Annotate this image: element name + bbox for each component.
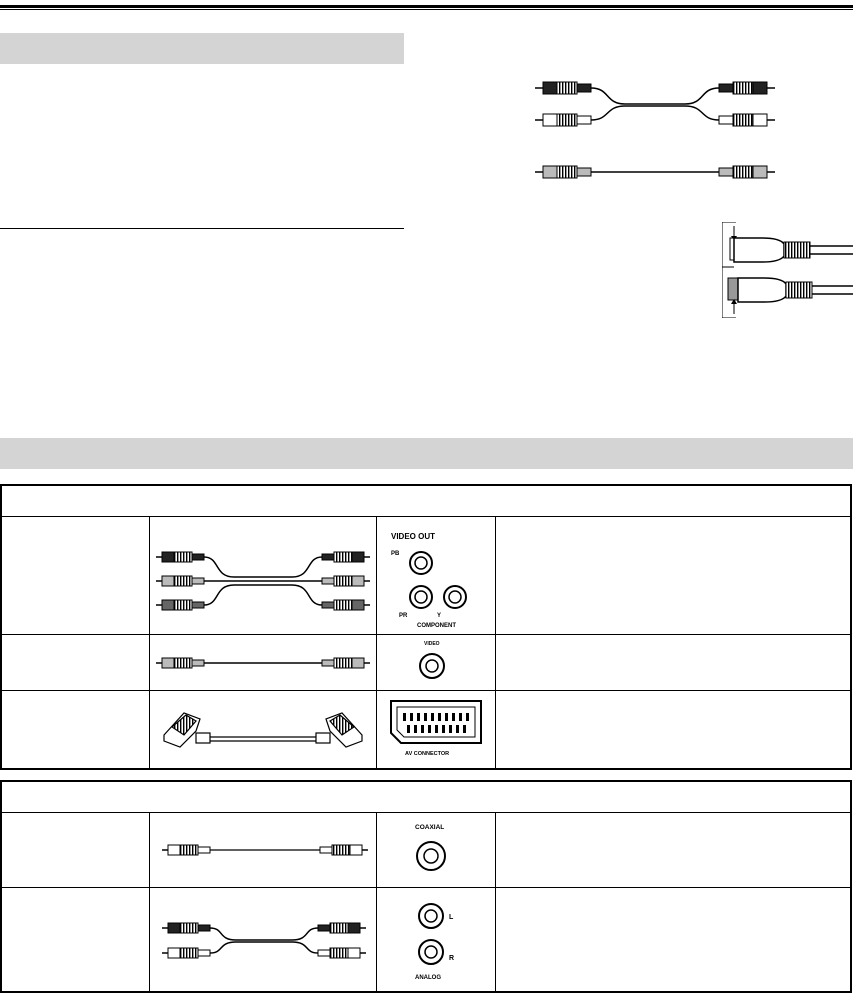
audio-connections-table [0, 780, 852, 993]
rca-plug-left-bottom [535, 114, 591, 126]
cable-name-cell [1, 812, 150, 887]
description-cell [496, 634, 852, 690]
jack-illustration-cell [377, 634, 496, 690]
table-row [1, 812, 851, 887]
jack-illustration-cell [377, 812, 496, 887]
component-video-out-jack-icon [377, 517, 495, 634]
jack-label-component: COMPONENT [417, 622, 456, 629]
rca-plug-right-bottom [719, 114, 775, 126]
scart-cable-icon [150, 691, 376, 768]
video-table-header [1, 485, 851, 516]
audio-table-header [1, 781, 851, 812]
jack-illustration-cell [377, 516, 496, 634]
cable-name-cell [1, 516, 150, 634]
description-cell [496, 887, 852, 992]
jack-label-pr: PR [399, 612, 408, 619]
rca-plug-left-top [535, 82, 591, 94]
cable-name-cell [1, 690, 150, 769]
cable-illustration-cell [150, 690, 377, 769]
description-cell [496, 516, 852, 634]
cable-illustration-cell [150, 634, 377, 690]
description-cell [496, 690, 852, 769]
video-jack-icon [377, 635, 495, 690]
section-heading-band-2 [0, 438, 853, 469]
description-cell [496, 812, 852, 887]
analog-audio-jack-icon [377, 888, 495, 991]
header-rule-thick [0, 5, 853, 8]
table-row [1, 634, 851, 690]
subsection-rule [0, 228, 404, 229]
rca-plug-right-top [719, 82, 775, 94]
jack-label-r: R [449, 954, 455, 962]
video-connections-table [0, 484, 852, 770]
single-rca-cable [535, 166, 775, 178]
coaxial-jack-icon [377, 813, 495, 887]
table-row [1, 516, 851, 634]
jack-label-y: Y [437, 612, 442, 619]
table-row [1, 690, 851, 769]
cable-illustration-cell [150, 887, 377, 992]
jack-label-av-connector: AV CONNECTOR [405, 750, 450, 757]
composite-video-cable-icon [150, 635, 376, 690]
coaxial-cable-icon [150, 813, 376, 887]
cable-name-cell [1, 634, 150, 690]
jack-label-video: VIDEO [424, 640, 440, 647]
jack-label-l: L [449, 913, 454, 921]
header-rule-thin [0, 9, 853, 10]
av-connector-jack-icon [377, 691, 495, 768]
jack-illustration-cell [377, 690, 496, 769]
jack-label-analog: ANALOG [415, 974, 441, 981]
component-video-cable-icon [150, 517, 376, 634]
audio-video-cables-illustration [535, 76, 775, 186]
cable-illustration-cell [150, 812, 377, 887]
plug-insertion-detail-illustration [722, 222, 853, 318]
jack-illustration-cell [377, 887, 496, 992]
jack-label-pb: PB [391, 550, 400, 557]
jack-label-coaxial: COAXIAL [415, 823, 445, 831]
section-heading-band [0, 33, 404, 64]
table-row [1, 887, 851, 992]
cable-name-cell [1, 887, 150, 992]
cable-illustration-cell [150, 516, 377, 634]
jack-label-video-out: VIDEO OUT [391, 531, 436, 541]
analog-audio-cable-icon [150, 888, 376, 991]
